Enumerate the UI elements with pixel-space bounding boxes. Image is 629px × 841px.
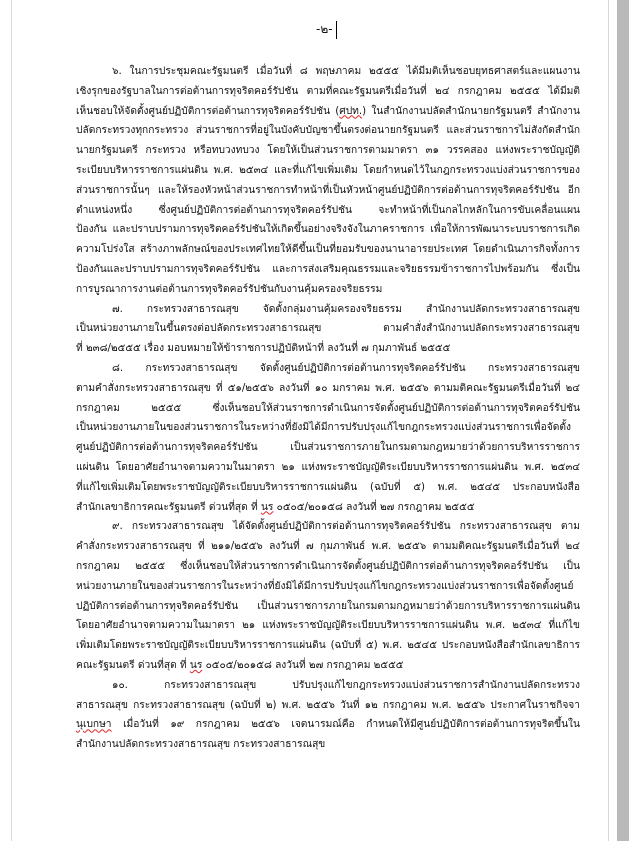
text-line: คณะรัฐมนตรี ด่วนที่สุด ที่ นร ๐๕๐๕/๒๐๑๕๘ ลงวันที่ ๒๗ กรกฎาคม ๒๕๕๕ <box>76 659 404 671</box>
text-line: นายกรัฐมนตรี กระทรวง หรือทบวงทบวง โดยให้เป็นส่วนราชการตามมาตรา ๓๑ วรรคสอง แห่งพระราชบัญญัติ <box>76 145 580 157</box>
paragraph <box>76 300 580 359</box>
text-line: ๙. กระทรวงสาธารณสุข ได้จัดตั้งศูนย์ปฏิบัติการต่อต้านการทุจริตคอร์รัปชัน กระทรวงสาธารณสุข ตาม <box>112 521 580 533</box>
paragraph <box>76 359 580 517</box>
text-line: โดยอาศัยอำนาจตามความในมาตรา ๒๑ แห่งพระราชบัญญัติระเบียบบริหารราชการแผ่นดิน พ.ศ. ๒๕๓๔ ที่แก้ไข <box>76 620 580 632</box>
text-line: ที่ ๒๓๘/๒๕๕๕ เรื่อง มอบหมายให้ข้าราชการปฏิบัติหน้าที่ ลงวันที่ ๗ กุมภาพันธ์ ๒๕๕๕ <box>76 343 451 355</box>
text-line: ตามคำสั่งกระทรวงสาธารณสุข ที่ ๕๑/๒๕๕๖ ลงวันที่ ๑๐ มกราคม พ.ศ. ๒๕๕๖ ตามมติคณะรัฐมนตรีเมื่อวันที่ ๒๔ <box>76 382 580 394</box>
text-line: สำนักงานปลัดกระทรวงสาธารณสุข กระทรวงสาธารณสุข <box>76 739 326 751</box>
text-line: เป็นหน่วยงานภายในขึ้นตรงต่อปลัดกระทรวงสาธารณสุข ตามคำสั่งสำนักงานปลัดกระทรวงสาธารณสุข <box>76 323 580 335</box>
text-line: ๗. กระทรวงสาธารณสุข จัดตั้งกลุ่มงานคุ้มครองจริยธรรม สำนักงานปลัดกระทรวงสาธารณสุข <box>112 303 580 315</box>
text-line: ๑๐. กระทรวงสาธารณสุข ปรับปรุงแก้ไขกฎกระทรวงแบ่งส่วนราชการสำนักงานปลัดกระทรวง <box>112 679 580 691</box>
text-line: กรกฎาคม ๒๕๕๕ ซึ่งเห็นชอบให้ส่วนราชการดำเนินการจัดตั้งศูนย์ปฏิบัติการต่อต้านการทุจริตคอร์รัปชัน <box>76 402 580 414</box>
text-line: หน่วยงานภายในของส่วนราชการในระหว่างที่ยังมิได้มีการปรับปรุงแก้ไขกฎกระทรวงแบ่งส่วนราชการเพื่อจัดตั้งศูนย์ <box>76 580 574 592</box>
text-line: เห็นชอบให้จัดตั้งศูนย์ปฏิบัติการต่อต้านการทุจริตคอร์รัปชัน (ศปท.) ในสำนักงานปลัดสำนักนายกรัฐมนตรี สำนักงาน <box>76 105 580 117</box>
text-line: ปลัดกระทรวงทุกกระทรวง ส่วนราชการที่อยู่ในบังคับบัญชาขึ้นตรงต่อนายกรัฐมนตรี และส่วนราชการไม่สังกัดสำนัก <box>76 125 580 137</box>
text-line: ป้องกัน และปราบปรามการทุจริตคอร์รัปชันให้เกิดขึ้นอย่างจริงจังในภาคราชการ เพื่อให้การพัฒนาระบบราชการเกิด <box>76 224 580 236</box>
spelling-mark: นร <box>189 659 203 671</box>
text-line: ปฏิบัติการต่อต้านการทุจริตคอร์รัปชัน เป็นส่วนราชการภายในกรมตามกฎหมายว่าด้วยการบริหารราชการแผ่นดิน <box>76 600 580 612</box>
text-line: นุเบกษา เมื่อวันที่ ๑๙ กรกฎาคม ๒๕๕๖ เจตนารมณ์คือ กำหนดให้มีศูนย์ปฏิบัติการต่อต้านการทุจริตขึ้นใน <box>76 719 580 731</box>
text-line: ป้องกันและปราบปรามการทุจริตคอร์รัปชัน และการส่งเสริมคุณธรรมและจริยธรรมข้าราชการไปพร้อมกัน ซึ่งเป็น <box>76 263 580 275</box>
page-right-border <box>608 0 609 841</box>
text-line: สำนักเลขาธิการคณะรัฐมนตรี ด่วนที่สุด ที่ นร ๐๕๐๕/๒๐๑๕๘ ลงวันที่ ๒๗ กรกฎาคม ๒๕๕๕ <box>76 501 475 513</box>
text-line: ความโปร่งใส สร้างภาพลักษณ์ของประเทศไทยให้ดีขึ้นเป็นที่ยอมรับของนานาอารยประเทศ โดยดำเนินภารกิจทั้งการ <box>76 244 580 256</box>
paragraph <box>76 517 580 675</box>
window-edge <box>617 0 629 841</box>
text-line: ๖. ในการประชุมคณะรัฐมนตรี เมื่อวันที่ ๘ พฤษภาคม ๒๕๕๕ ได้มีมติเห็นชอบยุทธศาสตร์และแผนงาน <box>112 66 580 77</box>
text-cursor <box>336 21 337 39</box>
paragraph <box>76 62 580 300</box>
text-line: การบูรณาการงานต่อต้านการทุจริตคอร์รัปชันกับงานคุ้มครองจริยธรรม <box>76 283 383 295</box>
spelling-mark: นุเบกษา <box>76 719 112 731</box>
text-line: เพิ่มเติมโดยพระราชบัญญัติระเบียบบริหารราชการแผ่นดิน (ฉบับที่ ๕) พ.ศ. ๒๕๔๕ ประกอบหนังสือสำนักเลขาธิการ <box>76 640 580 652</box>
text-line: ศูนย์ปฏิบัติการต่อต้านการทุจริตคอร์รัปชัน เป็นส่วนราชการภายในกรมตามกฎหมายว่าด้วยการบริหารราชการ <box>76 442 580 454</box>
text-line: เป็นหน่วยงานภายในของส่วนราชการในระหว่างที่ยังมิได้มีการปรับปรุงแก้ไขกฎกระทรวงแบ่งส่วนราชการเพื่อจัดตั้ง <box>76 422 571 434</box>
text-line: คำสั่งกระทรวงสาธารณสุข ที่ ๒๑๑/๒๕๕๖ ลงวันที่ ๗ กุมภาพันธ์ พ.ศ. ๒๕๕๖ ตามมติคณะรัฐมนตรีเมื่อวันที่ ๒๔ <box>76 541 580 553</box>
text-line: แผ่นดิน โดยอาศัยอำนาจตามความในมาตรา ๒๑ แห่งพระราชบัญญัติระเบียบบริหารราชการแผ่นดิน พ.ศ. ๒๕๓๔ <box>76 461 580 473</box>
text-line: เชิงรุกของรัฐบาลในการต่อต้านการทุจริตคอร์รัปชัน ตามที่คณะรัฐมนตรีเมื่อวันที่ ๒๔ กรกฎาคม ๒๕๕๕ ได้มีมติ <box>76 85 580 97</box>
paragraph <box>76 676 580 755</box>
text-line: ระเบียบบริหารราชการแผ่นดิน พ.ศ. ๒๕๓๔ และที่แก้ไขเพิ่มเติม โดยกำหนดไว้ในกฎกระทรวงแบ่งส่วนราชการของ <box>76 164 580 176</box>
text-line: ส่วนราชการนั้นๆ และให้รองหัวหน้าส่วนราชการทำหน้าที่เป็นหัวหน้าศูนย์ปฏิบัติการต่อต้านการทุจริตคอร์รัปชัน อีก <box>76 184 580 196</box>
text-line: ตำแหน่งหนึ่ง ซึ่งศูนย์ปฏิบัติการต่อต้านการทุจริตคอร์รัปชัน จะทำหน้าที่เป็นกลไกหลักในการขับเคลื่อนแผน <box>76 204 580 216</box>
document-body[interactable] <box>76 62 580 755</box>
text-line: กรกฎาคม ๒๕๕๕ ซึ่งเห็นชอบให้ส่วนราชการดำเนินการจัดตั้งศูนย์ปฏิบัติการต่อต้านการทุจริตคอร์รัปชัน เป็น <box>76 560 580 572</box>
text-line: ที่แก้ไขเพิ่มเติมโดยพระราชบัญญัติระเบียบบริหารราชการแผ่นดิน (ฉบับที่ ๕) พ.ศ. ๒๕๔๕ ประกอบหนังสือ <box>76 481 580 493</box>
spelling-mark: ศปท. <box>339 105 363 117</box>
text-line: สาธารณสุข กระทรวงสาธารณสุข (ฉบับที่ ๒) พ.ศ. ๒๕๕๖ วันที่ ๑๒ กรกฎาคม พ.ศ. ๒๕๕๖ ประกาศในราชกิจจา <box>76 699 580 711</box>
text-line: ๘. กระทรวงสาธารณสุข จัดตั้งศูนย์ปฏิบัติการต่อต้านการทุจริตคอร์รัปชัน กระทรวงสาธารณสุข <box>112 362 580 374</box>
spelling-mark: นร <box>260 501 274 513</box>
page-number: -๒- <box>316 22 333 36</box>
